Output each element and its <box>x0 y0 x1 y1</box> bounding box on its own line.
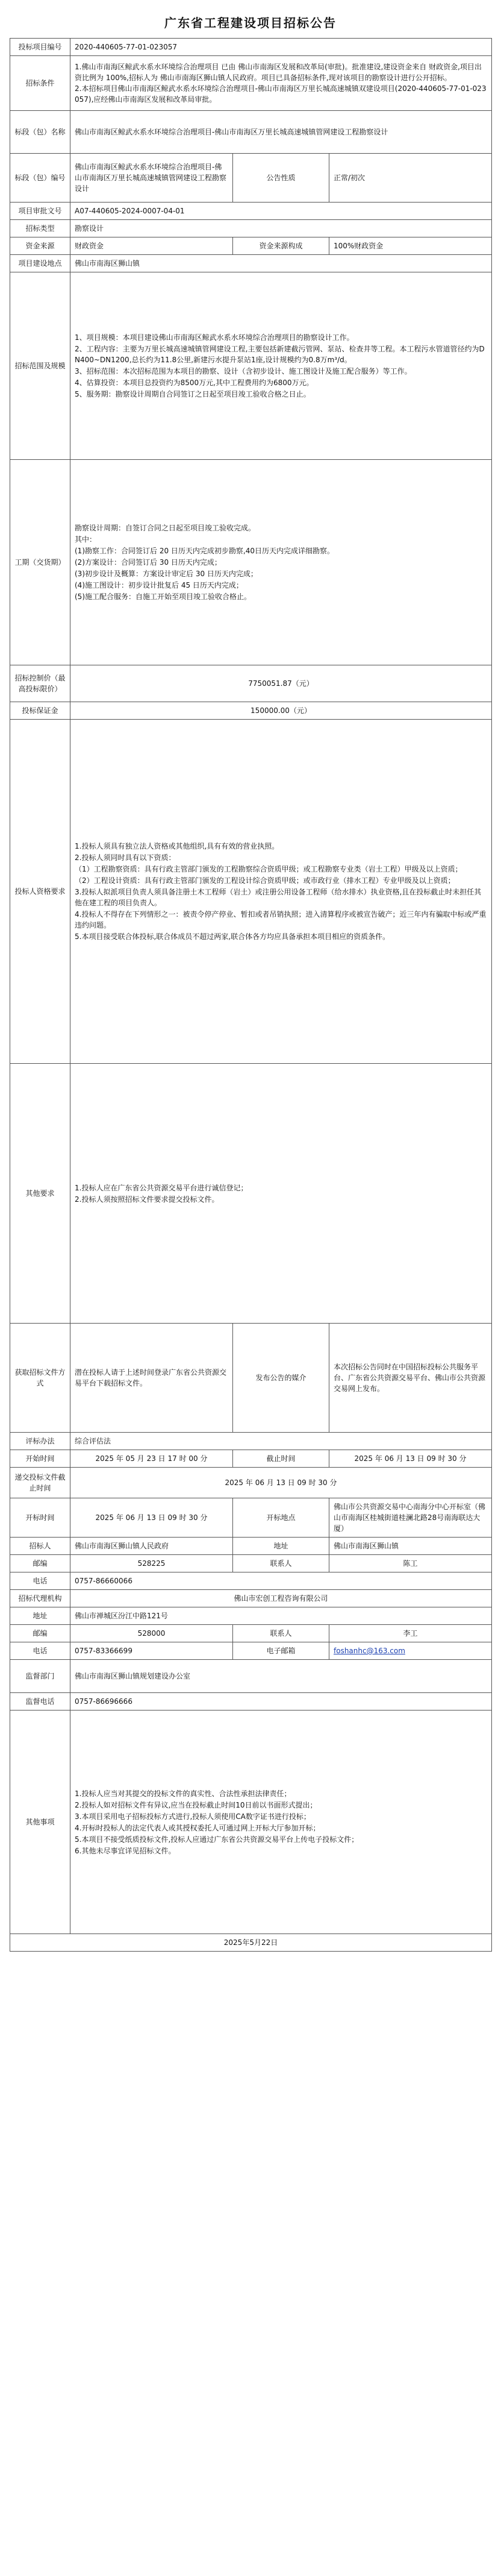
notice-nature: 正常/初次 <box>329 154 492 203</box>
footer-date-text: 2025年5月22日 <box>223 1938 278 1947</box>
page-title: 广东省工程建设项目招标公告 <box>164 16 337 30</box>
other-req-line: 1.投标人应在广东省公共资源交易平台进行诚信登记； <box>75 1183 248 1192</box>
tenderer-zip: 528225 <box>70 1555 233 1572</box>
notes-line: 2.投标人如对招标文件有异议,应当在投标截止时间10日前以书面形式提出； <box>75 1800 317 1809</box>
agency-email-label: 电子邮箱 <box>233 1642 329 1660</box>
period-line: 其中： <box>75 535 97 544</box>
open-place: 佛山市公共资源交易中心南海分中心开标室（佛山市南海区桂城街道桂澜北路28号南海联达大厦） <box>329 1498 492 1538</box>
bond: 150000.00（元） <box>70 702 492 720</box>
agency-contact: 李工 <box>329 1625 492 1642</box>
tenderer-contact-label: 联系人 <box>233 1555 329 1572</box>
notes-line: 6.其他未尽事宜详见招标文件。 <box>75 1846 176 1855</box>
agency-address: 佛山市禅城区汾江中路121号 <box>70 1607 492 1625</box>
footer-date <box>10 1934 492 1952</box>
funding-ratio: 100%财政资金 <box>329 237 492 255</box>
notice-media-label: 发布公告的媒介 <box>233 1324 329 1433</box>
section-name-label: 标段（包）编号 <box>10 154 70 203</box>
doc-get-start: 2025 年 05 月 23 日 17 时 00 分 <box>70 1450 233 1468</box>
max-price-label: 招标控制价（最高投标限价） <box>10 665 70 702</box>
agency-zip: 528000 <box>70 1625 233 1642</box>
tenderer-phone: 0757-86660066 <box>70 1572 492 1590</box>
agency: 佛山市宏创工程咨询有限公司 <box>70 1590 492 1607</box>
agency-label: 招标代理机构 <box>10 1590 70 1607</box>
supervise-phone-label: 监督电话 <box>10 1693 70 1711</box>
project-no-label: 投标项目编号 <box>10 39 70 56</box>
funding-source-label: 资金来源 <box>10 237 70 255</box>
supervise: 佛山市南海区狮山镇规划建设办公室 <box>70 1660 492 1693</box>
scope-label: 招标范围及规模 <box>10 272 70 460</box>
period-line: (4)施工图设计：初步设计批复后 45 日历天内完成； <box>75 581 243 589</box>
project-name: 佛山市南海区鲸武水系水环境综合治理项目-佛山市南海区万里长城高速城镇管网建设工程勘察设计 <box>70 111 492 154</box>
notice-nature-label: 公告性质 <box>233 154 329 203</box>
bid-deadline-label: 递交投标文件截止时间 <box>10 1468 70 1498</box>
tenderer-phone-label: 电话 <box>10 1572 70 1590</box>
bond-label: 投标保证金 <box>10 702 70 720</box>
approval-no: A07-440605-2024-0007-04-01 <box>70 203 492 220</box>
funding-ratio-label: 资金来源构成 <box>233 237 329 255</box>
scope <box>70 272 492 460</box>
notes <box>70 1711 492 1934</box>
project-no: 2020-440605-77-01-023057 <box>70 39 492 56</box>
agency-address-label: 地址 <box>10 1607 70 1625</box>
notice-media: 本次招标公告同时在中国招标投标公共服务平台、广东省公共资源交易平台、佛山市公共资源交易网上发布。 <box>329 1324 492 1433</box>
eval-method: 综合评估法 <box>70 1433 492 1450</box>
qualification-line: （2）工程设计资质：具有行政主管部门颁发的工程设计综合资质甲级；或市政行业（排水工程）专业甲级及以上资质； <box>75 876 455 885</box>
qualification-line: 3.投标人拟派项目负责人须具备注册土木工程师（岩土）或注册公用设备工程师（给水排水）执业资格,且在投标截止时未担任其他在建工程的项目负责人。 <box>75 888 482 907</box>
scope-line: 4、估算投资：本项目总投资约为8500万元,其中工程费用约为6800万元。 <box>75 379 314 387</box>
section-name: 佛山市南海区鲸武水系水环境综合治理项目-佛山市南海区万里长城高速城镇管网建设工程勘察设计 <box>70 154 233 203</box>
doc-get-start-label: 开始时间 <box>10 1450 70 1468</box>
qualification-line: 4.投标人不得存在下列情形之一：被责令停产停业、暂扣或者吊销执照；进入清算程序或被宣告破产；近三年内有骗取中标或严重违约问题。 <box>75 910 487 929</box>
tenderer: 佛山市南海区狮山镇人民政府 <box>70 1538 233 1555</box>
qualification-line: （1）工程勘察资质：具有行政主管部门颁发的工程勘察综合资质甲级；或工程勘察专业类（岩土工程）甲级及以上资质； <box>75 865 462 873</box>
other-req-label: 其他要求 <box>10 1064 70 1324</box>
conditions-text: 1.佛山市南海区鲸武水系水环境综合治理项目 已由 佛山市南海区发展和改革局(审批)。批准建设,建设资金来自 财政资金,项目出资比例为 100%,招标人为 佛山市南海区狮山镇人民政府。项目已具备招标条件,现对该项目的勘察设计进行公开招标。 <box>75 63 482 82</box>
tender-type-label: 招标类型 <box>10 220 70 237</box>
agency-zip-label: 邮编 <box>10 1625 70 1642</box>
tenderer-zip-label: 邮编 <box>10 1555 70 1572</box>
conditions-label: 招标条件 <box>10 56 70 111</box>
notes-line: 3.本项目采用电子招标投标方式进行,投标人须使用CA数字证书进行投标； <box>75 1812 311 1821</box>
period-line: (2)方案设计：合同签订后 30 日历天内完成； <box>75 558 222 567</box>
period-line: 勘察设计周期：自签订合同之日起至项目竣工验收完成。 <box>75 524 256 532</box>
qualification <box>70 720 492 1064</box>
doc-get-end-label: 截止时间 <box>233 1450 329 1468</box>
agency-phone-label: 电话 <box>10 1642 70 1660</box>
location-label: 项目建设地点 <box>10 255 70 272</box>
agency-phone: 0757-83366699 <box>70 1642 233 1660</box>
doc-method-label: 获取招标文件方式 <box>10 1324 70 1433</box>
scope-line: 3、招标范围：本次招标范围为本项目的勘察、设计（含初步设计、施工图设计及施工配合服务）等工作。 <box>75 367 412 375</box>
tenderer-label: 招标人 <box>10 1538 70 1555</box>
scope-line: 2、工程内容：主要为万里长城高速城镇管网建设工程,主要包括新建截污管网、泵站、检查井等工程。本工程污水管道管径约为DN400~DN1200,总长约为11.8公里,新建污水提升泵站1座,设计规模约为0.8万m³/d。 <box>75 345 485 364</box>
agency-email-link[interactable]: foshanhc@163.com <box>334 1647 405 1655</box>
conditions-text-2: 2.本招标项目佛山市南海区鲸武水系水环境综合治理项目-佛山市南海区万里长城高速城镇双建设项目(2020-440605-77-01-023057),应经佛山市南海区发展和改革局审批。 <box>75 84 487 104</box>
funding-source: 财政资金 <box>70 237 233 255</box>
location: 佛山市南海区狮山镇 <box>70 255 492 272</box>
tenderer-address: 佛山市南海区狮山镇 <box>329 1538 492 1555</box>
tenderer-contact: 陈工 <box>329 1555 492 1572</box>
qualification-line: 2.投标人须同时具有以下资质： <box>75 853 176 862</box>
scope-line: 5、服务期：勘察设计周期自合同签订之日起至项目竣工验收合格之日止。 <box>75 390 311 398</box>
period-line: (3)初步设计及概算：方案设计审定后 30 日历天内完成； <box>75 570 258 578</box>
notes-line: 4.开标时投标人的法定代表人或其授权委托人可通过网上开标大厅参加开标； <box>75 1823 320 1832</box>
notes-label: 其他事项 <box>10 1711 70 1934</box>
doc-method: 潜在投标人请于上述时间登录广东省公共资源交易平台下载招标文件。 <box>70 1324 233 1433</box>
supervise-label: 监督部门 <box>10 1660 70 1693</box>
other-req-line: 2.投标人须按照招标文件要求提交投标文件。 <box>75 1195 219 1204</box>
approval-no-label: 项目审批文号 <box>10 203 70 220</box>
notice-table <box>10 38 492 1952</box>
bid-deadline: 2025 年 06 月 13 日 09 时 30 分 <box>70 1468 492 1498</box>
tender-type: 勘察设计 <box>70 220 492 237</box>
open-time: 2025 年 06 月 13 日 09 时 30 分 <box>70 1498 233 1538</box>
agency-email[interactable] <box>329 1642 492 1660</box>
period <box>70 460 492 665</box>
project-name-label: 标段（包）名称 <box>10 111 70 154</box>
scope-line: 1、项目规模：本项目建设佛山市南海区鲸武水系水环境综合治理项目的勘察设计工作。 <box>75 333 354 342</box>
supervise-phone: 0757-86696666 <box>70 1693 492 1711</box>
period-line: (5)施工配合服务：自施工开始至项目竣工验收合格止。 <box>75 592 252 601</box>
eval-label: 评标办法 <box>10 1433 70 1450</box>
other-req <box>70 1064 492 1324</box>
notes-line: 5.本项目不接受纸质投标文件,投标人应通过广东省公共资源交易平台上传电子投标文件； <box>75 1835 359 1844</box>
max-price: 7750051.87（元） <box>70 665 492 702</box>
tenderer-address-label: 地址 <box>233 1538 329 1555</box>
qualification-line: 1.投标人须具有独立法人资格或其他组织,具有有效的营业执照。 <box>75 842 279 850</box>
period-line: (1)勘察工作：合同签订后 20 日历天内完成初步勘察,40日历天内完成详细勘察。 <box>75 547 334 555</box>
agency-contact-label: 联系人 <box>233 1625 329 1642</box>
open-place-label: 开标地点 <box>233 1498 329 1538</box>
qualification-line: 5.本项目接受联合体投标,联合体成员不超过两家,联合体各方均应具备承担本项目相应的资质条件。 <box>75 932 390 941</box>
qualification-label: 投标人资格要求 <box>10 720 70 1064</box>
doc-get-end: 2025 年 06 月 13 日 09 时 30 分 <box>329 1450 492 1468</box>
notes-line: 1.投标人应当对其提交的投标文件的真实性、合法性承担法律责任； <box>75 1789 291 1798</box>
open-time-label: 开标时间 <box>10 1498 70 1538</box>
conditions <box>70 56 492 111</box>
period-label: 工期（交货期） <box>10 460 70 665</box>
